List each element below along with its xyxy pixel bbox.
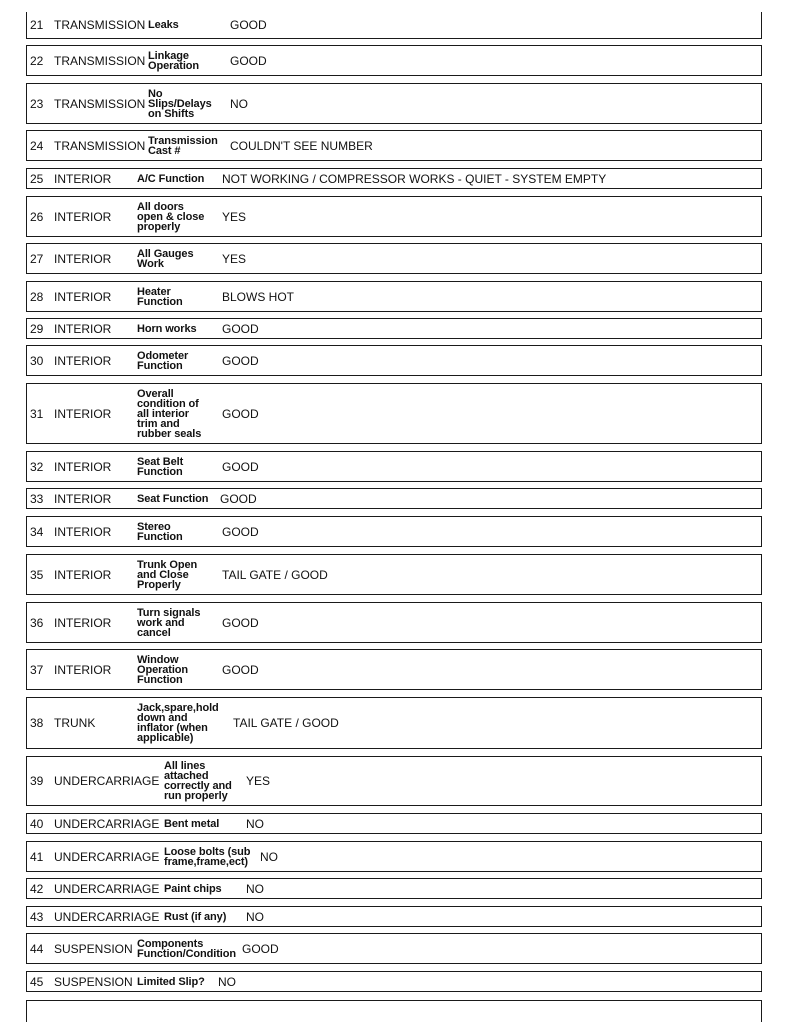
row-number: 43 [30, 909, 44, 924]
row-value: BLOWS HOT [222, 289, 295, 304]
next-row-cutoff [26, 1000, 762, 1022]
table-row [26, 697, 762, 749]
table-row [26, 878, 762, 899]
row-category: SUSPENSION [54, 974, 133, 989]
table-row [26, 451, 762, 482]
table-row [26, 168, 762, 189]
table-row [26, 345, 762, 376]
row-item: Bent metal [164, 817, 220, 830]
table-row [26, 243, 762, 274]
table-row [26, 12, 762, 39]
table-row [26, 45, 762, 76]
row-number: 35 [30, 567, 44, 582]
row-item: No Slips/Delays on Shifts [148, 87, 212, 120]
table-row [26, 649, 762, 690]
row-item: Stereo Function [137, 520, 183, 543]
table-row [26, 756, 762, 806]
row-value: GOOD [222, 406, 259, 421]
row-item: Paint chips [164, 882, 222, 895]
row-value: GOOD [230, 53, 267, 68]
row-number: 45 [30, 974, 44, 989]
row-number: 41 [30, 849, 44, 864]
row-number: 37 [30, 662, 44, 677]
table-row [26, 602, 762, 643]
row-item: Overall condition of all interior trim and rubber seals [137, 387, 202, 440]
table-row [26, 383, 762, 444]
row-item: Loose bolts (sub frame,frame,ect) [164, 845, 251, 868]
row-value: YES [222, 209, 247, 224]
row-value: NO [246, 881, 264, 896]
row-number: 40 [30, 816, 44, 831]
row-value: TAIL GATE / GOOD [233, 716, 339, 730]
row-value: NO [260, 849, 278, 864]
row-category: UNDERCARRIAGE [54, 816, 160, 831]
row-number: 28 [30, 289, 44, 304]
row-value: NOT WORKING / COMPRESSOR WORKS - QUIET - SYSTEM EMPTY [222, 171, 607, 186]
row-category: UNDERCARRIAGE [54, 774, 160, 788]
row-item: Window Operation Function [137, 653, 189, 686]
table-row [26, 933, 762, 964]
table-row [26, 318, 762, 339]
row-item: Leaks [148, 19, 179, 31]
row-category: INTERIOR [54, 209, 112, 224]
row-item: All lines attached correctly and run properly [164, 760, 232, 802]
row-number: 21 [30, 18, 44, 32]
row-item: All doors open & close properly [137, 200, 205, 233]
table-row [26, 841, 762, 872]
row-value: NO [246, 909, 264, 924]
row-item: Rust (if any) [164, 910, 227, 923]
row-category: INTERIOR [54, 615, 112, 630]
row-item: Seat Belt Function [137, 455, 184, 478]
row-value: GOOD [222, 524, 259, 539]
row-category: INTERIOR [54, 524, 112, 539]
row-value: GOOD [220, 491, 257, 506]
row-number: 25 [30, 171, 44, 186]
row-value: NO [218, 974, 236, 989]
row-category: UNDERCARRIAGE [54, 881, 160, 896]
row-category: TRANSMISSION [54, 138, 146, 153]
row-category: INTERIOR [54, 406, 112, 421]
row-item: A/C Function [137, 172, 205, 185]
row-item: Components Function/Condition [137, 937, 237, 960]
row-category: TRANSMISSION [54, 96, 146, 111]
row-number: 42 [30, 881, 44, 896]
row-category: INTERIOR [54, 459, 112, 474]
row-category: INTERIOR [54, 662, 112, 677]
row-item: Horn works [137, 322, 197, 335]
row-value: YES [222, 251, 247, 266]
row-number: 24 [30, 138, 44, 153]
table-row [26, 813, 762, 834]
row-value: GOOD [222, 615, 259, 630]
row-item: Seat Function [137, 492, 209, 505]
row-category: TRANSMISSION [54, 18, 146, 32]
row-category: INTERIOR [54, 491, 112, 506]
table-row [26, 906, 762, 927]
row-value: NO [246, 816, 264, 831]
table-row [26, 554, 762, 595]
row-number: 44 [30, 941, 44, 956]
row-category: INTERIOR [54, 251, 112, 266]
row-category: INTERIOR [54, 289, 112, 304]
row-category: INTERIOR [54, 321, 112, 336]
row-category: INTERIOR [54, 567, 112, 582]
row-item: Linkage Operation [148, 49, 200, 72]
row-item: Jack,spare,hold down and inflator (when applicable) [137, 702, 219, 744]
row-number: 33 [30, 491, 44, 506]
table-row [26, 516, 762, 547]
row-item: Transmission Cast # [148, 134, 218, 157]
row-item: All Gauges Work [137, 247, 194, 270]
table-row [26, 971, 762, 992]
table-row [26, 196, 762, 237]
row-value: GOOD [222, 321, 259, 336]
row-number: 22 [30, 53, 44, 68]
row-category: TRUNK [54, 716, 96, 730]
row-category: SUSPENSION [54, 941, 133, 956]
row-number: 30 [30, 353, 44, 368]
row-item: Heater Function [137, 285, 183, 308]
row-number: 26 [30, 209, 44, 224]
row-number: 36 [30, 615, 44, 630]
row-item: Turn signals work and cancel [137, 606, 201, 639]
row-value: GOOD [222, 459, 259, 474]
row-item: Limited Slip? [137, 975, 205, 988]
row-number: 39 [30, 774, 44, 788]
table-row [26, 130, 762, 161]
row-number: 31 [30, 406, 44, 421]
row-category: TRANSMISSION [54, 53, 146, 68]
row-category: INTERIOR [54, 171, 112, 186]
table-row [26, 281, 762, 312]
row-category: UNDERCARRIAGE [54, 849, 160, 864]
row-number: 29 [30, 321, 44, 336]
row-category: INTERIOR [54, 353, 112, 368]
table-row [26, 83, 762, 124]
row-value: TAIL GATE / GOOD [222, 567, 328, 582]
row-value: NO [230, 96, 248, 111]
row-value: COULDN'T SEE NUMBER [230, 138, 373, 153]
table-row [26, 488, 762, 509]
row-value: GOOD [222, 353, 259, 368]
row-value: GOOD [230, 18, 267, 32]
row-value: GOOD [222, 662, 259, 677]
row-number: 38 [30, 716, 44, 730]
row-value: YES [246, 774, 271, 788]
row-value: GOOD [242, 941, 279, 956]
row-number: 32 [30, 459, 44, 474]
row-item: Odometer Function [137, 349, 189, 372]
row-item: Trunk Open and Close Properly [137, 558, 198, 591]
row-category: UNDERCARRIAGE [54, 909, 160, 924]
row-number: 27 [30, 251, 44, 266]
row-number: 34 [30, 524, 44, 539]
row-number: 23 [30, 96, 44, 111]
